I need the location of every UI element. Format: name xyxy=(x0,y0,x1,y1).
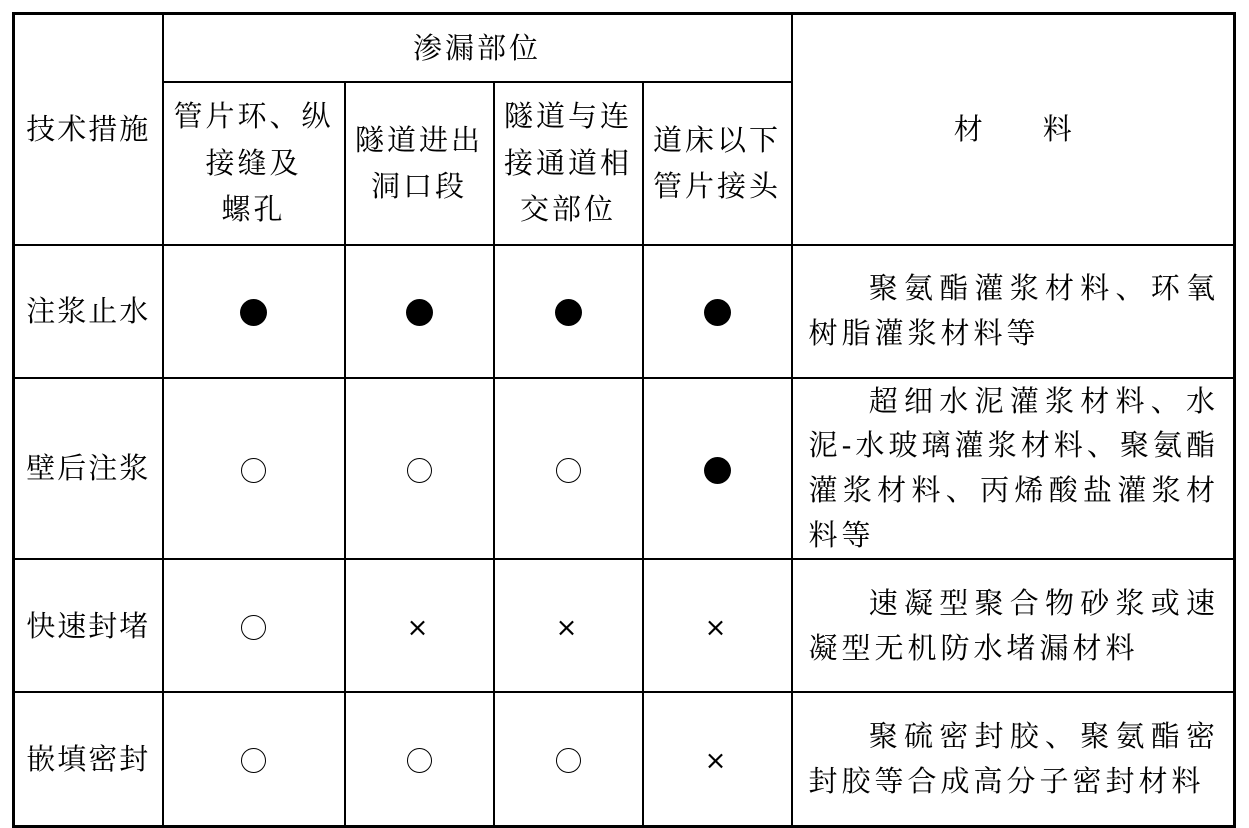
measure-cell: 壁后注浆 xyxy=(14,378,163,560)
header-position-line: 隧道与连 xyxy=(503,99,632,134)
cross-icon: × xyxy=(406,612,432,643)
cross-icon: × xyxy=(704,612,730,643)
measure-cell: 嵌填密封 xyxy=(14,692,163,826)
measure-cell: 注浆止水 xyxy=(14,245,163,378)
header-position-line: 洞口段 xyxy=(370,169,467,203)
open-circle-icon xyxy=(241,748,266,773)
header-position-line: 道床以下 xyxy=(653,122,782,157)
mark-cell xyxy=(643,378,792,560)
material-cell xyxy=(792,559,1235,692)
header-material-a: 材 xyxy=(953,112,983,147)
header-material-b: 料 xyxy=(1042,112,1072,147)
filled-circle-icon xyxy=(240,299,267,326)
header-position-2 xyxy=(345,82,494,245)
open-circle-icon xyxy=(407,458,432,483)
mark-cell xyxy=(494,378,643,560)
material-text: 聚氨酯灌浆材料、环氧树脂灌浆材料等 xyxy=(808,271,1219,350)
mark-cell xyxy=(345,378,494,560)
header-material xyxy=(792,14,1235,245)
material-cell xyxy=(792,692,1235,826)
measure-cell: 快速封堵 xyxy=(14,559,163,692)
header-position-line: 管片接头 xyxy=(653,169,782,203)
mark-cell xyxy=(494,245,643,378)
mark-cell xyxy=(643,692,792,826)
mark-cell xyxy=(494,559,643,692)
filled-circle-icon xyxy=(555,299,582,326)
header-leak-position: 渗漏部位 xyxy=(163,14,792,82)
mark-cell xyxy=(345,245,494,378)
header-position-line: 螺孔 xyxy=(221,192,286,227)
table-row xyxy=(14,378,1235,560)
mark-cell xyxy=(345,559,494,692)
header-position-4 xyxy=(643,82,792,245)
table-row xyxy=(14,245,1235,378)
material-text: 超细水泥灌浆材料、水泥-水玻璃灌浆材料、聚氨酯灌浆材料、丙烯酸盐灌浆材料等 xyxy=(808,383,1219,553)
material-text: 速凝型聚合物砂浆或速凝型无机防水堵漏材料 xyxy=(808,585,1219,665)
header-position-3 xyxy=(494,82,643,245)
material-cell xyxy=(792,245,1235,378)
table-row xyxy=(14,559,1235,692)
header-position-line: 隧道进出 xyxy=(354,122,483,157)
mark-cell xyxy=(163,692,345,826)
open-circle-icon xyxy=(556,458,581,483)
header-position-line: 接缝及 xyxy=(205,145,302,180)
material-text: 聚硫密封胶、聚氨酯密封胶等合成高分子密封材料 xyxy=(808,719,1219,798)
header-position-line: 接通道相 xyxy=(503,145,632,180)
open-circle-icon xyxy=(407,748,432,773)
leak-repair-table xyxy=(12,12,1236,828)
filled-circle-icon xyxy=(704,457,731,484)
header-row-1 xyxy=(14,14,1235,82)
material-cell xyxy=(792,378,1235,560)
filled-circle-icon xyxy=(406,299,433,326)
header-measure: 技术措施 xyxy=(14,14,163,245)
header-position-line: 管片环、纵 xyxy=(173,99,334,134)
open-circle-icon xyxy=(241,615,266,640)
mark-cell xyxy=(163,559,345,692)
mark-cell xyxy=(494,692,643,826)
mark-cell xyxy=(163,378,345,560)
open-circle-icon xyxy=(556,748,581,773)
cross-icon: × xyxy=(704,745,730,776)
mark-cell xyxy=(163,245,345,378)
open-circle-icon xyxy=(241,458,266,483)
mark-cell xyxy=(643,559,792,692)
table-row xyxy=(14,692,1235,826)
header-position-1 xyxy=(163,82,345,245)
mark-cell xyxy=(643,245,792,378)
header-position-line: 交部位 xyxy=(519,192,616,227)
cross-icon: × xyxy=(555,612,581,643)
mark-cell xyxy=(345,692,494,826)
filled-circle-icon xyxy=(704,299,731,326)
